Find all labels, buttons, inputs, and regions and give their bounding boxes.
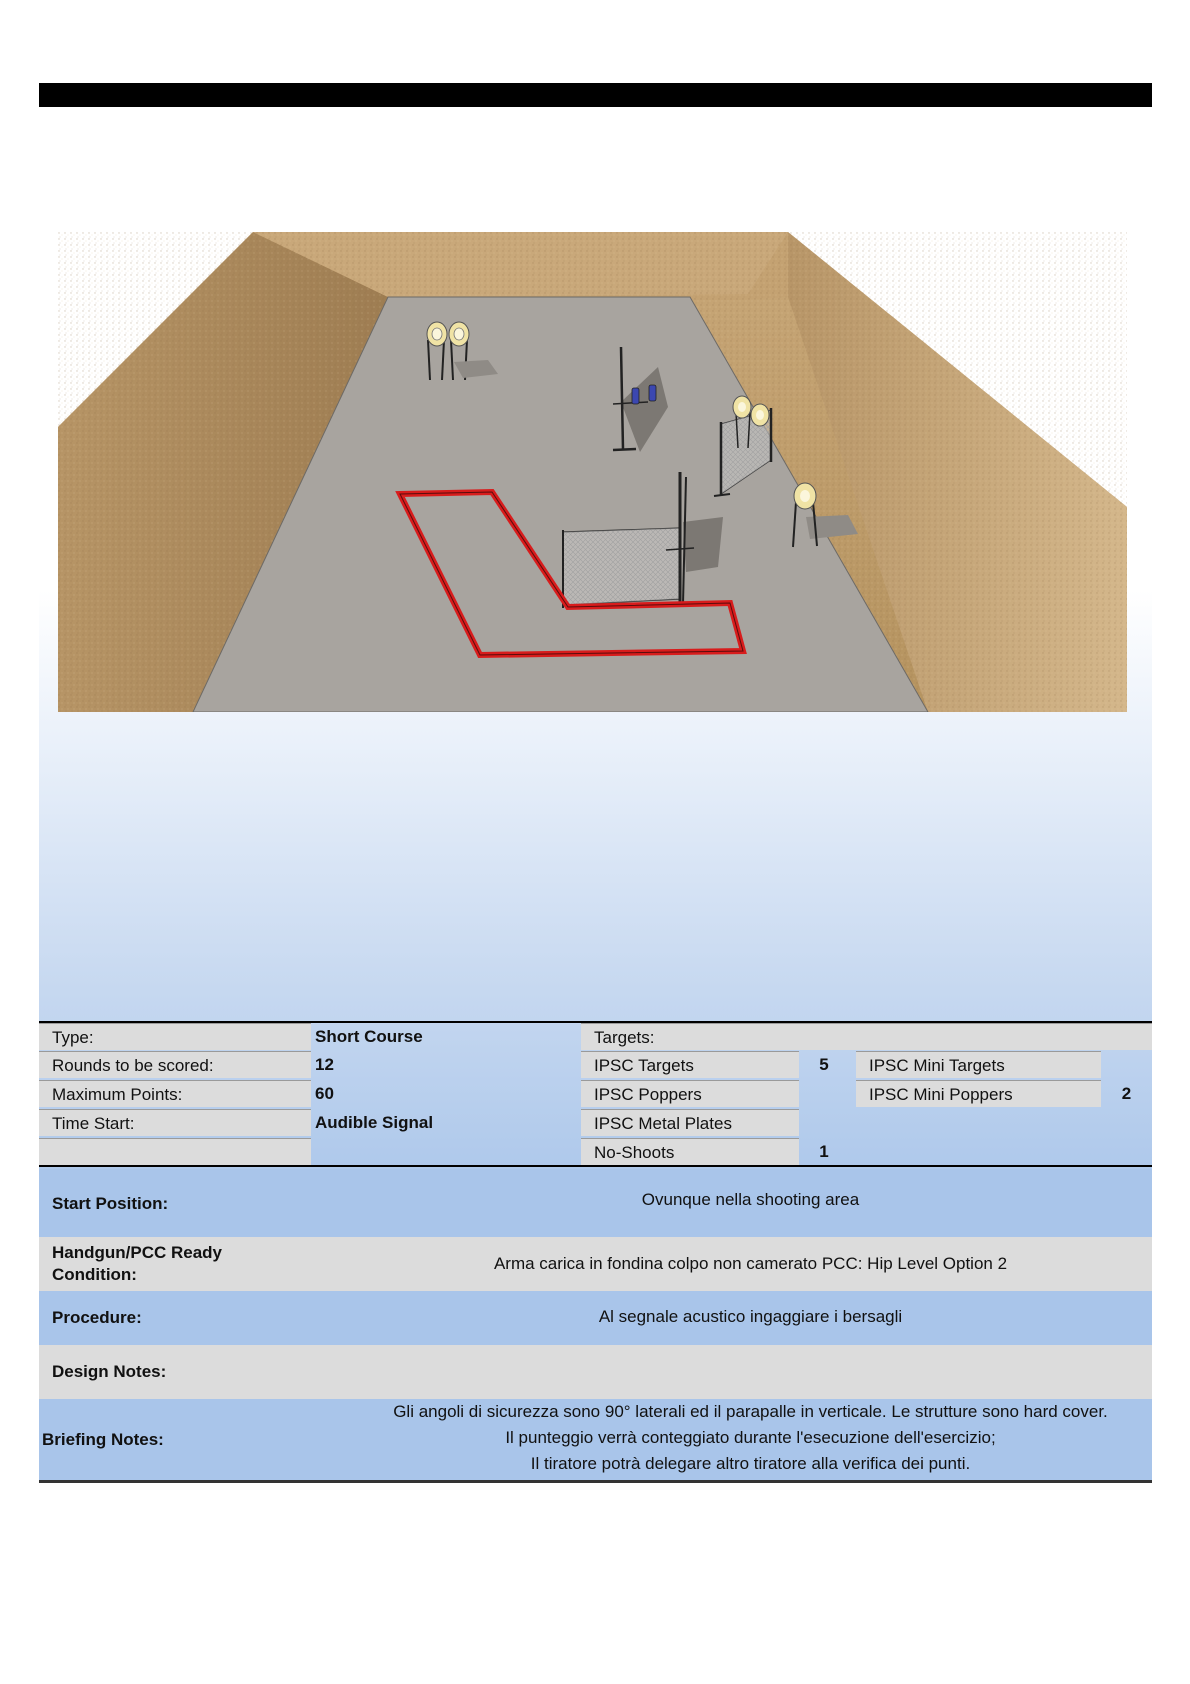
- ipsc-targets-value: 5: [819, 1055, 829, 1074]
- briefing-notes-row: [39, 1399, 1152, 1481]
- briefing-notes-line-1: Gli angoli di sicurezza sono 90° laterali ed il parapalle in verticale. Le strutture sono hard cover.: [393, 1402, 1108, 1421]
- briefing-notes-line-3: Il tiratore potrà delegare altro tiratore alla verifica dei punti.: [530, 1454, 971, 1473]
- start-position-value: Ovunque nella shooting area: [641, 1190, 860, 1209]
- max-points-value: 60: [315, 1084, 334, 1103]
- ipsc-targets-label: IPSC Targets: [581, 1051, 799, 1078]
- ready-condition-label: [52, 1242, 222, 1286]
- targets-header: Targets:: [581, 1023, 1152, 1050]
- header-black-bar: [39, 83, 1152, 107]
- bottom-rule: [39, 1480, 1152, 1483]
- no-shoots-label: No-Shoots: [581, 1138, 799, 1165]
- procedure-value: Al segnale acustico ingaggiare i bersagli: [598, 1307, 903, 1326]
- ipsc-mini-poppers-value: 2: [1121, 1084, 1132, 1103]
- rounds-value: 12: [315, 1055, 334, 1074]
- procedure-label: Procedure:: [52, 1308, 142, 1327]
- briefing-notes-label: Briefing Notes:: [42, 1430, 164, 1449]
- ipsc-mini-poppers-label: IPSC Mini Poppers: [856, 1080, 1101, 1107]
- type-value: Short Course: [315, 1027, 423, 1046]
- start-position-label: Start Position:: [52, 1194, 169, 1213]
- ready-condition-label-line2: Condition:: [52, 1265, 137, 1284]
- ready-condition-row: [39, 1237, 1152, 1291]
- ready-condition-value: Arma carica in fondina colpo non camerato PCC: Hip Level Option 2: [493, 1254, 1008, 1273]
- stage-diagram: [58, 232, 1127, 712]
- table-bottom-rule: [39, 1165, 1152, 1167]
- ipsc-mini-targets-label: IPSC Mini Targets: [856, 1051, 1101, 1078]
- procedure-row: [39, 1291, 1152, 1345]
- stage-summary-table: [39, 1021, 1152, 1166]
- time-start-label: Time Start:: [39, 1109, 311, 1136]
- time-start-value: Audible Signal: [315, 1113, 434, 1132]
- type-label: Type:: [39, 1023, 311, 1050]
- rounds-label: Rounds to be scored:: [39, 1051, 311, 1078]
- start-position-row: [39, 1169, 1152, 1237]
- empty-row-cell: [39, 1138, 311, 1165]
- design-notes-row: [39, 1345, 1152, 1399]
- design-notes-label: Design Notes:: [52, 1362, 167, 1381]
- ipsc-poppers-label: IPSC Poppers: [581, 1080, 799, 1107]
- no-shoots-value: 1: [819, 1142, 829, 1161]
- ipsc-metal-plates-label: IPSC Metal Plates: [581, 1109, 799, 1136]
- briefing-notes-line-2: Il punteggio verrà conteggiato durante l'esecuzione dell'esercizio;: [505, 1428, 996, 1447]
- max-points-label: Maximum Points:: [39, 1080, 311, 1107]
- ready-condition-label-line1: Handgun/PCC Ready: [52, 1243, 223, 1262]
